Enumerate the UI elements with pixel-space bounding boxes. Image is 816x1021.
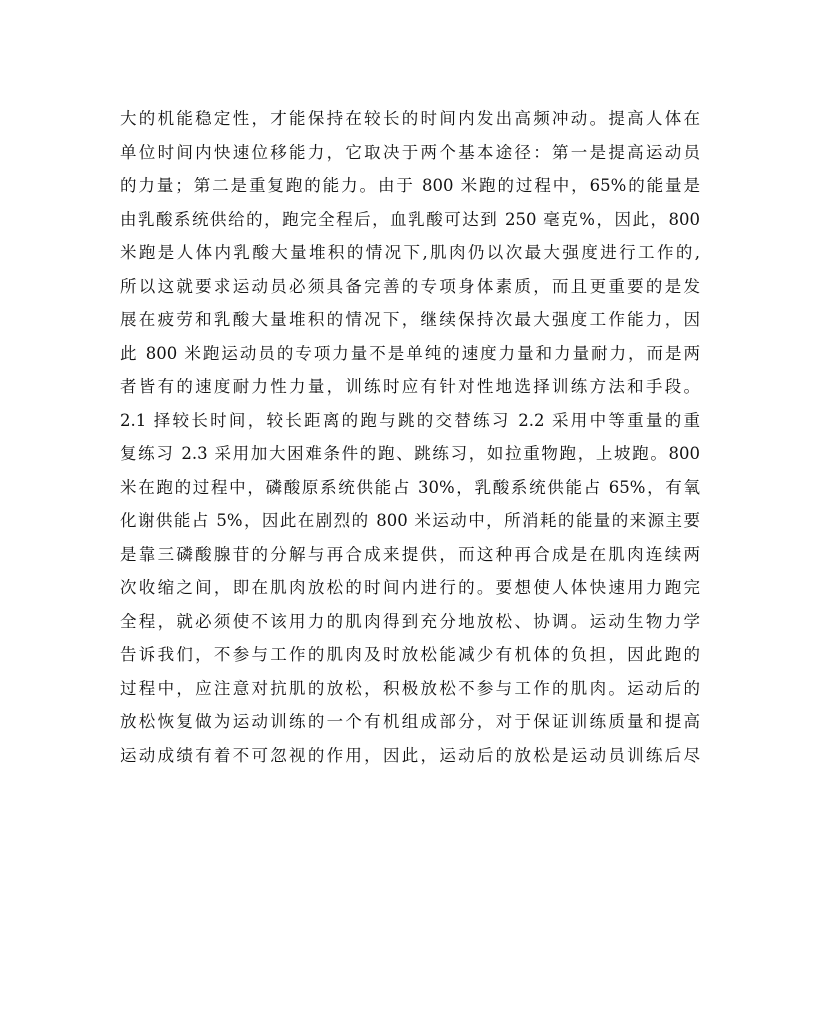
text-line-19: 放松恢复做为运动训练的一个有机组成部分，对于保证训练质量和提高 <box>120 712 700 731</box>
text-line-2: 单位时间内快速位移能力，它取决于两个基本途径：第一是提高运动员 <box>120 142 700 162</box>
text-line-7: 展在疲劳和乳酸大量堆积的情况下，继续保持次最大强度工作能力，因 <box>120 310 700 329</box>
text-line-9: 者皆有的速度耐力性力量，训练时应有针对性地选择训练方法和手段。 <box>120 377 700 396</box>
text-line-3: 的力量；第二是重复跑的能力。由于 800 米跑的过程中，65%的能量是 <box>120 176 700 195</box>
text-line-10: 2.1 择较长时间，较长距离的跑与跳的交替练习 2.2 采用中等重量的重 <box>120 410 700 430</box>
text-line-15: 次收缩之间，即在肌肉放松的时间内进行的。要想使人体快速用力跑完 <box>120 578 700 597</box>
text-line-16: 全程，就必须使不该用力的肌肉得到充分地放松、协调。运动生物力学 <box>120 611 700 631</box>
text-line-6: 所以这就要求运动员必须具备完善的专项身体素质，而且更重要的是发 <box>120 276 700 296</box>
text-line-1: 大的机能稳定性，才能保持在较长的时间内发出高频冲动。提高人体在 <box>120 109 700 128</box>
text-line-11: 复练习 2.3 采用加大困难条件的跑、跳练习，如拉重物跑，上坡跑。800 <box>120 444 700 463</box>
text-line-20: 运动成绩有着不可忽视的作用，因此，运动后的放松是运动员训练后尽 <box>120 745 700 765</box>
body-text <box>120 102 700 772</box>
text-line-13: 化谢供能占 5%，因此在剧烈的 800 米运动中，所消耗的能量的来源主要 <box>120 511 700 530</box>
text-line-5: 米跑是人体内乳酸大量堆积的情况下,肌肉仍以次最大强度进行工作的, <box>120 243 700 262</box>
text-line-17: 告诉我们，不参与工作的肌肉及时放松能减少有机体的负担，因此跑的 <box>120 645 700 664</box>
text-line-12: 米在跑的过程中，磷酸原系统供能占 30%，乳酸系统供能占 65%，有氧 <box>120 477 700 497</box>
text-line-4: 由乳酸系统供给的，跑完全程后，血乳酸可达到 250 毫克%，因此，800 <box>120 209 700 229</box>
text-line-8: 此 800 米跑运动员的专项力量不是单纯的速度力量和力量耐力，而是两 <box>120 343 700 363</box>
text-line-14: 是靠三磷酸腺苷的分解与再合成来提供，而这种再合成是在肌肉连续两 <box>120 544 700 564</box>
text-line-18: 过程中，应注意对抗肌的放松，积极放松不参与工作的肌肉。运动后的 <box>120 678 700 698</box>
